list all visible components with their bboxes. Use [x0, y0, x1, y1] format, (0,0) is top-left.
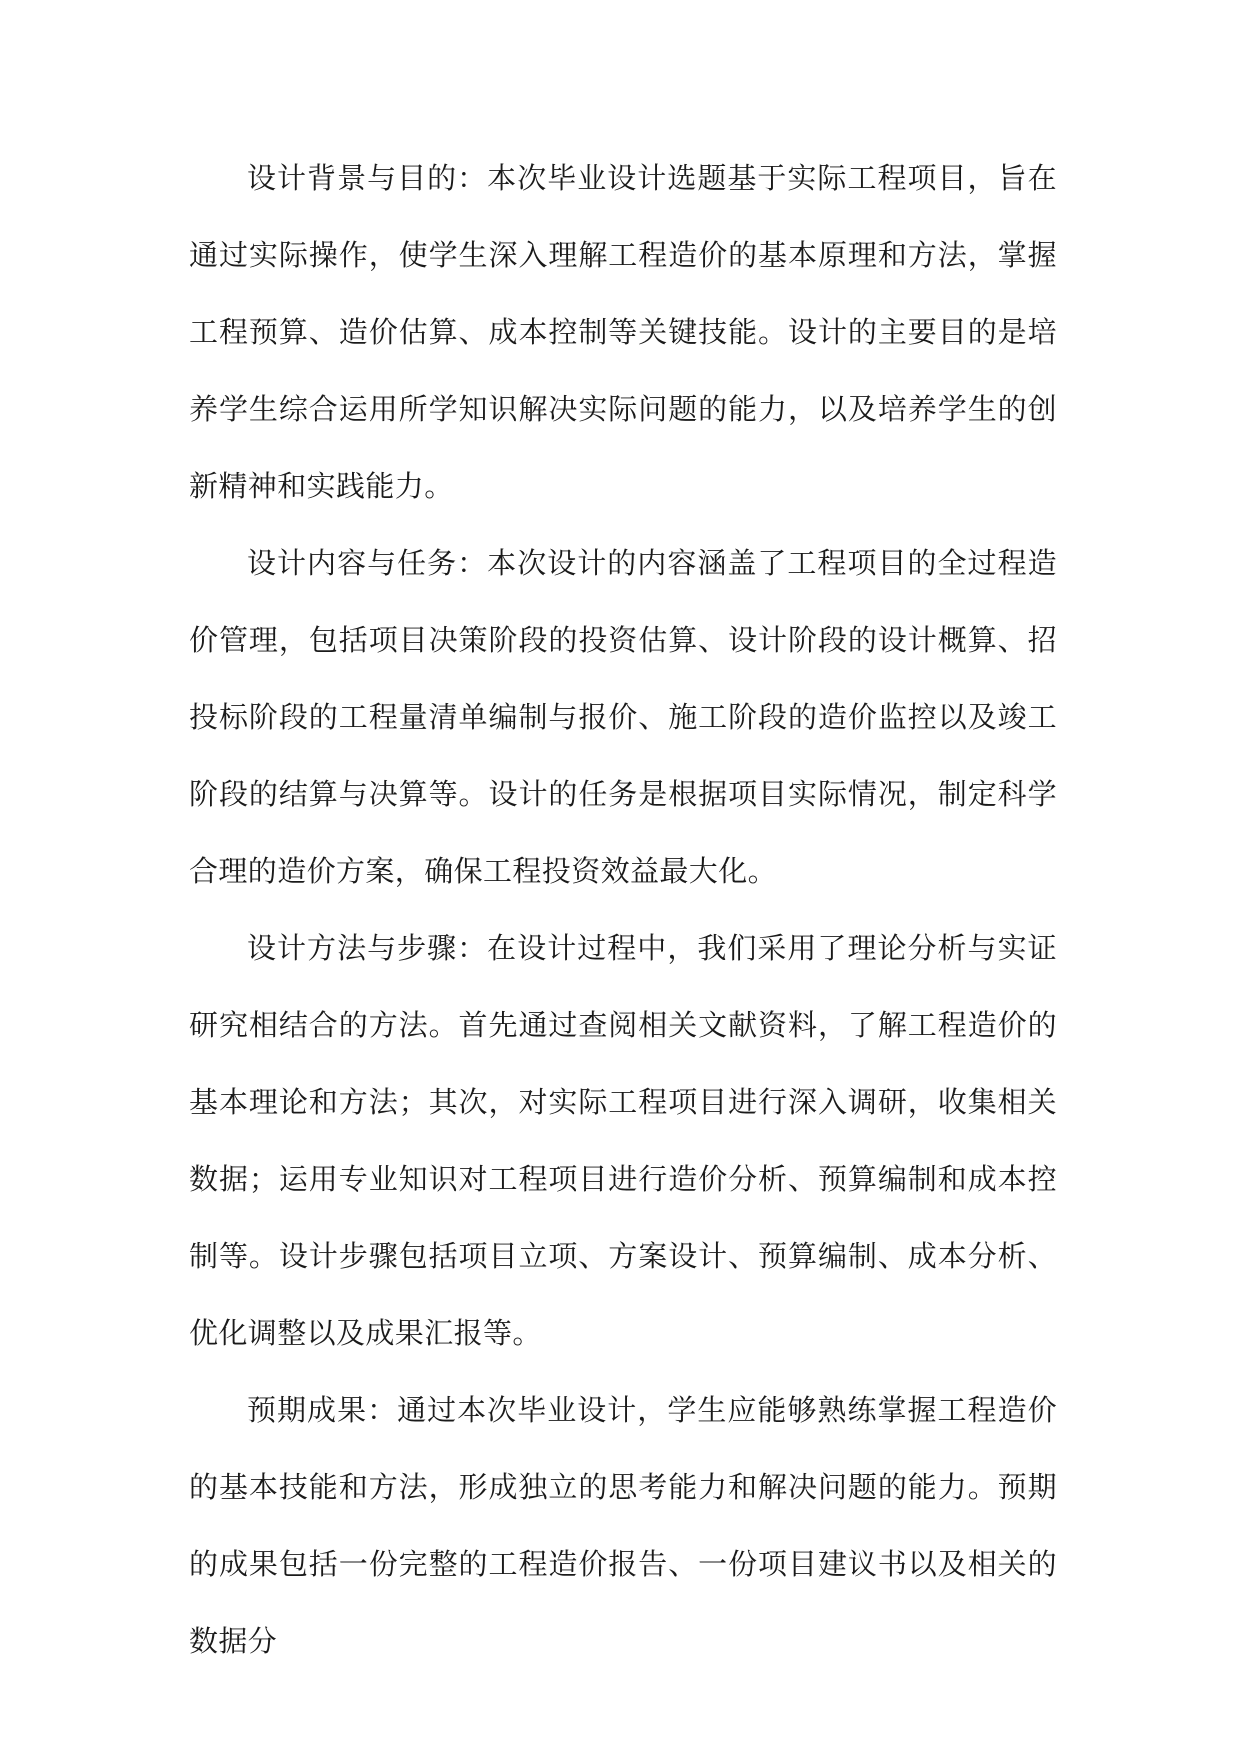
paragraph-design-background: 设计背景与目的：本次毕业设计选题基于实际工程项目，旨在通过实际操作，使学生深入理解工程造价的基本原理和方法，掌握工程预算、造价估算、成本控制等关键技能。设计的主要目的是培养学生综合运用所学知识解决实际问题的能力，以及培养学生的创新精神和实践能力。: [189, 161, 1057, 503]
paragraph-expected-results: 预期成果：通过本次毕业设计，学生应能够熟练掌握工程造价的基本技能和方法，形成独立的思考能力和解决问题的能力。预期的成果包括一份完整的工程造价报告、一份项目建议书以及相关的数据分: [189, 1393, 1057, 1658]
paragraph-design-content: 设计内容与任务：本次设计的内容涵盖了工程项目的全过程造价管理，包括项目决策阶段的投资估算、设计阶段的设计概算、招投标阶段的工程量清单编制与报价、施工阶段的造价监控以及竣工阶段的结算与决算等。设计的任务是根据项目实际情况，制定科学合理的造价方案，确保工程投资效益最大化。: [189, 546, 1057, 888]
paragraph-design-method: 设计方法与步骤：在设计过程中，我们采用了理论分析与实证研究相结合的方法。首先通过查阅相关文献资料，了解工程造价的基本理论和方法；其次，对实际工程项目进行深入调研，收集相关数据；运用专业知识对工程项目进行造价分析、预算编制和成本控制等。设计步骤包括项目立项、方案设计、预算编制、成本分析、优化调整以及成果汇报等。: [189, 931, 1057, 1350]
document-body: [189, 140, 1057, 1680]
